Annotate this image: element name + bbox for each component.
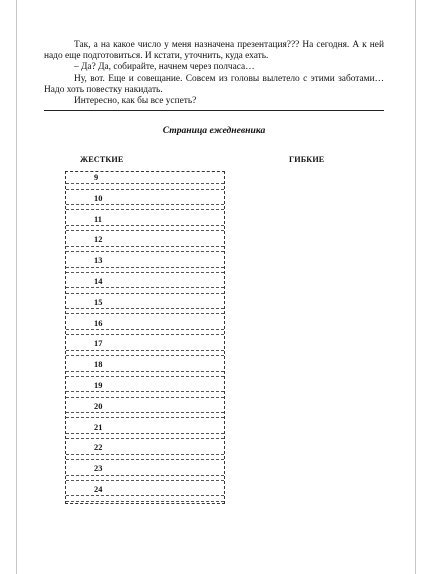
schedule-line	[66, 287, 224, 288]
schedule-line	[66, 293, 224, 294]
schedule-line	[66, 454, 224, 455]
hour-label: 24	[94, 485, 103, 494]
schedule-line	[66, 459, 224, 460]
hour-label: 15	[94, 297, 103, 307]
schedule-line	[66, 246, 224, 247]
hard-schedule-box	[65, 171, 225, 504]
schedule-line	[66, 230, 224, 231]
schedule-line	[66, 329, 224, 330]
schedule-line	[66, 438, 224, 439]
hour-label: 23	[94, 464, 103, 474]
schedule-line	[66, 189, 224, 190]
schedule-line	[66, 355, 224, 356]
schedule-line	[66, 272, 224, 273]
schedule-line	[66, 313, 224, 314]
hour-label: 11	[94, 214, 102, 224]
schedule-line	[66, 495, 224, 496]
paragraph-4: Интересно, как бы все успеть?	[74, 96, 197, 107]
schedule-line	[66, 417, 224, 418]
schedule-line	[66, 391, 224, 392]
hour-label: 21	[94, 422, 103, 432]
schedule-line	[66, 204, 224, 205]
hour-label: 19	[94, 381, 103, 390]
schedule-line	[66, 209, 224, 210]
paragraph-3: Ну, вот. Еще и совещание. Совсем из головы вылетело с этими заботами… Надо хоть повестку накидать.	[44, 73, 384, 95]
schedule-line	[66, 350, 224, 351]
schedule-line	[66, 480, 224, 481]
hour-label: 22	[94, 443, 103, 453]
schedule-line	[66, 225, 224, 226]
hour-label: 18	[94, 360, 103, 370]
schedule-line	[66, 397, 224, 398]
hour-label: 13	[94, 256, 103, 266]
schedule-line	[66, 308, 224, 309]
hour-label: 12	[94, 235, 103, 245]
schedule-line	[66, 433, 224, 434]
paragraph-2: – Да? Да, собирайте, начнем через полчаса…	[74, 62, 255, 73]
story-text	[44, 40, 384, 107]
schedule-line	[66, 371, 224, 372]
schedule-line	[66, 475, 224, 476]
schedule-line	[66, 267, 224, 268]
separator-line	[44, 110, 384, 111]
schedule-line	[66, 376, 224, 377]
hour-label: 9	[94, 173, 99, 182]
planner-title: Страница ежедневника	[162, 125, 266, 136]
hour-label: 20	[94, 401, 103, 411]
schedule-line	[66, 251, 224, 252]
paragraph-1: Так, а на какое число у меня назначена презентация??? На сегодня. А к ней надо еще подготовиться. И кстати, уточнить, куда ехать.	[44, 40, 384, 62]
hour-label: 16	[94, 318, 103, 328]
column-heading-hard: ЖЕСТКИЕ	[80, 155, 124, 164]
hour-label: 10	[94, 193, 103, 203]
hour-label: 14	[94, 277, 103, 286]
schedule-line	[66, 412, 224, 413]
schedule-line	[66, 334, 224, 335]
column-heading-flexible: ГИБКИЕ	[289, 155, 325, 164]
schedule-line	[66, 501, 224, 502]
hour-label: 17	[94, 339, 103, 349]
schedule-line	[66, 183, 224, 184]
